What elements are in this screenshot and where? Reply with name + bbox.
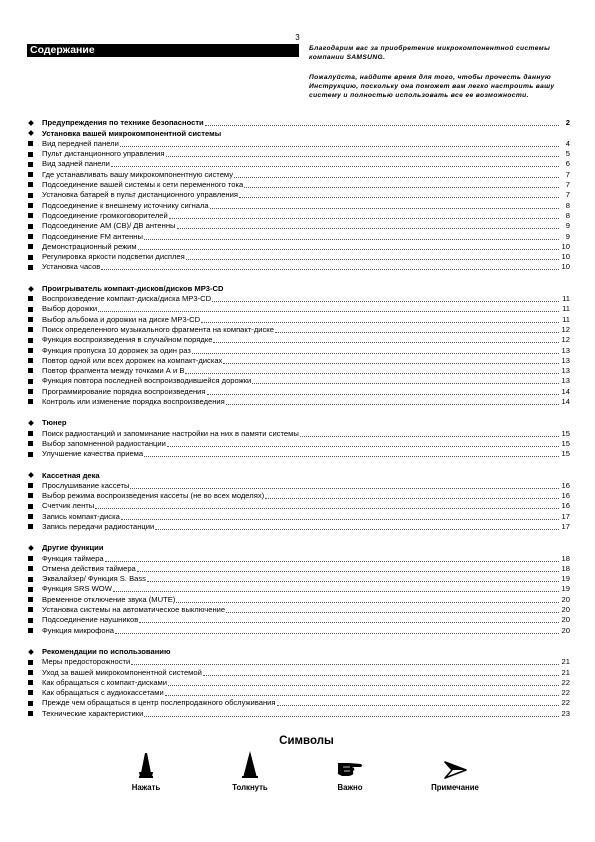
toc-section-heading xyxy=(27,128,570,138)
square-bullet-icon xyxy=(27,441,42,446)
toc-page-number: 2 xyxy=(565,118,570,128)
toc-entry-label: Эквалайзер/ Функция S. Bass xyxy=(42,574,146,584)
toc-entry xyxy=(27,200,570,210)
square-bullet-icon xyxy=(27,514,42,519)
dot-leader xyxy=(120,146,559,147)
toc-entry xyxy=(27,708,570,718)
symbol-push xyxy=(210,753,290,792)
toc-entry-label: Функция пропуска 10 дорожек за один раз xyxy=(42,345,191,355)
dot-leader xyxy=(210,208,559,209)
dot-leader xyxy=(169,218,559,219)
intro-paragraph-2: Пожалуйста, найдите время для того, чтобы прочесть данную Инструкцию, поскольку она поможет вам легко настроить вашу систему и полностью использовать все ее возможности. xyxy=(309,74,555,99)
toc-entry xyxy=(27,678,570,688)
page-title: Содержание xyxy=(30,44,95,56)
dot-leader xyxy=(192,353,559,354)
square-bullet-icon xyxy=(27,607,42,612)
toc-entry-label: Демонстрационный режим xyxy=(42,241,137,251)
toc-entry-label: Функция воспроизведения в случайном порядке xyxy=(42,335,213,345)
toc-entry xyxy=(27,564,570,574)
square-bullet-icon xyxy=(27,265,42,270)
dot-leader xyxy=(300,436,559,437)
symbol-label: Важно xyxy=(337,783,363,792)
diamond-bullet-icon xyxy=(27,473,42,477)
dot-leader xyxy=(177,228,560,229)
note-arrow-icon xyxy=(415,753,495,779)
dot-leader xyxy=(168,685,559,686)
toc-section-heading xyxy=(27,647,570,657)
dot-leader xyxy=(98,311,559,312)
dot-leader xyxy=(203,675,559,676)
toc-entry xyxy=(27,553,570,563)
toc-entry xyxy=(27,657,570,667)
toc-entry-label: Выбор запомненной радиостанции xyxy=(42,438,166,448)
toc-entry xyxy=(27,159,570,169)
toc-entry-label: Подсоединение к внешнему источнику сигнала xyxy=(42,200,209,210)
toc-page-number: 13 xyxy=(561,376,570,386)
toc-entry-label: Отмена действия таймера xyxy=(42,563,136,573)
symbols-legend xyxy=(0,735,595,792)
toc-entry xyxy=(27,439,570,449)
square-bullet-icon xyxy=(27,577,42,582)
toc-entry-label: Запись компакт-диска xyxy=(42,511,120,521)
square-bullet-icon xyxy=(27,680,42,685)
diamond-bullet-icon xyxy=(27,121,42,125)
toc-entry xyxy=(27,304,570,314)
symbol-note xyxy=(415,753,495,792)
toc-entry xyxy=(27,242,570,252)
toc-page-number: 18 xyxy=(561,563,570,573)
square-bullet-icon xyxy=(27,701,42,706)
toc-page-number: 22 xyxy=(561,698,570,708)
dot-leader xyxy=(130,488,559,489)
toc-entry-label: Контроль или изменение порядка воспроизведения xyxy=(42,397,225,407)
symbol-label: Нажать xyxy=(131,783,161,792)
toc-entry-label: Тюнер xyxy=(42,418,67,428)
dot-leader xyxy=(138,249,559,250)
title-bar xyxy=(27,44,299,57)
square-bullet-icon xyxy=(27,556,42,561)
square-bullet-icon xyxy=(27,597,42,602)
toc-entry xyxy=(27,139,570,149)
diamond-bullet-icon xyxy=(27,546,42,550)
toc-entry xyxy=(27,180,570,190)
toc-entry-label: Подсоединение наушников xyxy=(42,615,139,625)
square-bullet-icon xyxy=(27,193,42,198)
toc-entry-label: Где устанавливать вашу микрокомпонентную систему xyxy=(42,169,234,179)
toc-page-number: 12 xyxy=(561,335,570,345)
toc-page-number: 20 xyxy=(561,625,570,635)
toc-section xyxy=(27,543,570,636)
toc-entry xyxy=(27,221,570,231)
square-bullet-icon xyxy=(27,618,42,623)
dot-leader xyxy=(213,342,559,343)
toc-page-number: 11 xyxy=(562,304,570,314)
toc-entry xyxy=(27,366,570,376)
toc-entry-label: Меры предосторожности xyxy=(42,657,131,667)
toc-page-number: 13 xyxy=(561,366,570,376)
square-bullet-icon xyxy=(27,244,42,249)
toc-entry-label: Прежде чем обращаться в центр послепродажного обслуживания xyxy=(42,698,276,708)
square-bullet-icon xyxy=(27,628,42,633)
square-bullet-icon xyxy=(27,504,42,509)
square-bullet-icon xyxy=(27,690,42,695)
square-bullet-icon xyxy=(27,452,42,457)
toc-section xyxy=(27,647,570,719)
toc-page-number: 17 xyxy=(561,511,570,521)
toc-entry xyxy=(27,386,570,396)
dot-leader xyxy=(113,591,559,592)
toc-page-number: 19 xyxy=(561,574,570,584)
toc-entry xyxy=(27,511,570,521)
square-bullet-icon xyxy=(27,317,42,322)
toc-entry-label: Подсоединение АМ (СВ)/ ДВ антенны xyxy=(42,221,176,231)
square-bullet-icon xyxy=(27,566,42,571)
dot-leader xyxy=(95,508,559,509)
symbol-important xyxy=(310,753,390,792)
toc-entry xyxy=(27,584,570,594)
square-bullet-icon xyxy=(27,141,42,146)
toc-entry-label: Рекомендации по использованию xyxy=(42,646,171,656)
dot-leader xyxy=(185,373,559,374)
toc-page-number: 11 xyxy=(562,314,570,324)
toc-entry xyxy=(27,397,570,407)
symbol-press xyxy=(106,753,186,792)
toc-page-number: 8 xyxy=(565,210,570,220)
toc-page-number: 20 xyxy=(561,615,570,625)
toc-page-number: 16 xyxy=(561,501,570,511)
dot-leader xyxy=(212,301,559,302)
table-of-contents xyxy=(27,118,570,730)
dot-leader xyxy=(131,664,559,665)
toc-page-number: 13 xyxy=(561,345,570,355)
square-bullet-icon xyxy=(27,213,42,218)
push-icon xyxy=(210,753,290,779)
dot-leader xyxy=(101,269,559,270)
dot-leader xyxy=(115,633,559,634)
toc-entry xyxy=(27,314,570,324)
toc-page-number: 5 xyxy=(565,149,570,159)
toc-page-number: 6 xyxy=(565,159,570,169)
toc-entry xyxy=(27,252,570,262)
toc-entry xyxy=(27,335,570,345)
toc-page-number: 4 xyxy=(565,138,570,148)
square-bullet-icon xyxy=(27,203,42,208)
toc-entry xyxy=(27,169,570,179)
square-bullet-icon xyxy=(27,524,42,529)
dot-leader xyxy=(176,602,559,603)
dot-leader xyxy=(165,695,559,696)
square-bullet-icon xyxy=(27,307,42,312)
toc-entry xyxy=(27,190,570,200)
square-bullet-icon xyxy=(27,711,42,716)
square-bullet-icon xyxy=(27,587,42,592)
toc-entry xyxy=(27,605,570,615)
toc-page-number: 9 xyxy=(565,231,570,241)
toc-entry-label: Как обращаться с компакт-дисками xyxy=(42,677,168,687)
dot-leader xyxy=(234,177,559,178)
square-bullet-icon xyxy=(27,296,42,301)
toc-entry-label: Функция таймера xyxy=(42,553,104,563)
toc-entry-label: Вид задней панели xyxy=(42,159,110,169)
toc-page-number: 7 xyxy=(565,190,570,200)
toc-page-number: 20 xyxy=(561,605,570,615)
toc-entry-label: Подсоединение вашей системы к сети переменного тока xyxy=(42,180,244,190)
square-bullet-icon xyxy=(27,368,42,373)
toc-entry xyxy=(27,522,570,532)
toc-page-number: 22 xyxy=(561,688,570,698)
dot-leader xyxy=(205,125,559,126)
toc-entry-label: Выбор режима воспроизведения кассеты (не во всех моделях) xyxy=(42,491,265,501)
toc-section xyxy=(27,418,570,459)
square-bullet-icon xyxy=(27,234,42,239)
dot-leader xyxy=(226,404,559,405)
toc-entry-label: Установка батарей в пульт дистанционного управления xyxy=(42,190,238,200)
toc-entry xyxy=(27,501,570,511)
toc-entry-label: Счетчик ленты xyxy=(42,501,95,511)
toc-section-heading xyxy=(27,418,570,428)
dot-leader xyxy=(121,519,559,520)
square-bullet-icon xyxy=(27,660,42,665)
toc-page-number: 21 xyxy=(561,667,570,677)
dot-leader xyxy=(137,571,559,572)
toc-section xyxy=(27,118,570,272)
square-bullet-icon xyxy=(27,493,42,498)
toc-entry-label: Поиск радиостанций и запоминание настройки на них в памяти системы xyxy=(42,428,299,438)
toc-entry xyxy=(27,325,570,335)
toc-page-number: 15 xyxy=(561,438,570,448)
toc-entry-label: Установка системы на автоматическое выключение xyxy=(42,605,226,615)
square-bullet-icon xyxy=(27,338,42,343)
toc-entry-label: Регулировка яркости подсветки дисплея xyxy=(42,252,185,262)
square-bullet-icon xyxy=(27,431,42,436)
dot-leader xyxy=(186,259,559,260)
dot-leader xyxy=(277,705,560,706)
dot-leader xyxy=(144,239,559,240)
square-bullet-icon xyxy=(27,172,42,177)
toc-page-number: 14 xyxy=(561,397,570,407)
toc-page-number: 14 xyxy=(561,386,570,396)
toc-entry-label: Улучшение качества приема xyxy=(42,449,144,459)
toc-page-number: 7 xyxy=(565,169,570,179)
toc-entry-label: Программирование порядка воспроизведения xyxy=(42,386,206,396)
square-bullet-icon xyxy=(27,182,42,187)
toc-entry-label: Выбор дорожки xyxy=(42,304,98,314)
toc-section-heading xyxy=(27,543,570,553)
square-bullet-icon xyxy=(27,379,42,384)
toc-page-number: 22 xyxy=(561,677,570,687)
dot-leader xyxy=(252,383,559,384)
dot-leader xyxy=(223,363,559,364)
toc-entry xyxy=(27,698,570,708)
toc-entry-label: Повтор фрагмента между точками А и В xyxy=(42,366,185,376)
toc-entry-label: Запись передачи радиостанции xyxy=(42,521,155,531)
toc-entry xyxy=(27,428,570,438)
toc-entry xyxy=(27,667,570,677)
toc-page-number: 15 xyxy=(561,449,570,459)
dot-leader xyxy=(244,187,559,188)
toc-entry xyxy=(27,262,570,272)
diamond-bullet-icon xyxy=(27,421,42,425)
square-bullet-icon xyxy=(27,399,42,404)
dot-leader xyxy=(111,166,559,167)
toc-page-number: 20 xyxy=(561,594,570,604)
toc-page-number: 12 xyxy=(561,324,570,334)
toc-section xyxy=(27,470,570,532)
toc-page-number: 13 xyxy=(561,355,570,365)
toc-entry xyxy=(27,594,570,604)
dot-leader xyxy=(226,612,559,613)
toc-page-number: 23 xyxy=(561,708,570,718)
square-bullet-icon xyxy=(27,327,42,332)
toc-page-number: 18 xyxy=(561,553,570,563)
toc-entry-label: Функция SRS WOW xyxy=(42,584,112,594)
dot-leader xyxy=(144,716,559,717)
toc-section-heading xyxy=(27,470,570,480)
toc-entry-label: Пульт дистанционного управления xyxy=(42,149,165,159)
toc-section-heading xyxy=(27,283,570,293)
toc-page-number: 8 xyxy=(565,200,570,210)
square-bullet-icon xyxy=(27,162,42,167)
toc-entry xyxy=(27,481,570,491)
dot-leader xyxy=(207,394,560,395)
dot-leader xyxy=(239,197,559,198)
toc-entry xyxy=(27,574,570,584)
toc-entry-label: Подсоединение FM антенны xyxy=(42,231,143,241)
toc-page-number: 11 xyxy=(562,294,570,304)
diamond-bullet-icon xyxy=(27,131,42,135)
toc-entry xyxy=(27,211,570,221)
dot-leader xyxy=(167,446,559,447)
square-bullet-icon xyxy=(27,224,42,229)
square-bullet-icon xyxy=(27,389,42,394)
square-bullet-icon xyxy=(27,483,42,488)
toc-entry xyxy=(27,688,570,698)
toc-entry-label: Прослушивание кассеты xyxy=(42,480,130,490)
toc-page-number: 9 xyxy=(565,221,570,231)
toc-entry-label: Выбор альбома и дорожки на диске MP3-CD xyxy=(42,314,201,324)
toc-page-number: 10 xyxy=(561,262,570,272)
dot-leader xyxy=(155,529,559,530)
toc-entry-label: Кассетная дека xyxy=(42,470,100,480)
toc-page-number: 17 xyxy=(561,521,570,531)
toc-entry xyxy=(27,149,570,159)
toc-entry-label: Функция повтора последней воспроизводившейся дорожки xyxy=(42,376,252,386)
toc-entry xyxy=(27,615,570,625)
toc-entry-label: Уход за вашей микрокомпонентной системой xyxy=(42,667,202,677)
toc-entry-label: Проигрыватель компакт-дисков/дисков MP3-CD xyxy=(42,283,224,293)
toc-page-number: 10 xyxy=(561,241,570,251)
toc-entry-label: Функция микрофона xyxy=(42,625,115,635)
square-bullet-icon xyxy=(27,152,42,157)
toc-page-number: 7 xyxy=(565,180,570,190)
toc-entry-label: Как обращаться с аудиокассетами xyxy=(42,688,164,698)
dot-leader xyxy=(166,156,559,157)
square-bullet-icon xyxy=(27,255,42,260)
symbols-title: Символы xyxy=(279,735,334,747)
pointing-hand-icon xyxy=(310,753,390,779)
toc-entry xyxy=(27,294,570,304)
symbol-label: Примечание xyxy=(431,783,479,792)
dot-leader xyxy=(105,561,559,562)
toc-section xyxy=(27,283,570,407)
toc-page-number: 16 xyxy=(561,480,570,490)
dot-leader xyxy=(275,332,559,333)
toc-page-number: 15 xyxy=(561,428,570,438)
press-icon xyxy=(106,753,186,779)
toc-entry-label: Повтор одной или всех дорожек на компакт-дисках xyxy=(42,355,223,365)
square-bullet-icon xyxy=(27,670,42,675)
dot-leader xyxy=(147,581,559,582)
toc-entry-label: Вид передней панели xyxy=(42,138,119,148)
toc-page-number: 21 xyxy=(561,657,570,667)
toc-entry-label: Установка вашей микрокомпонентной системы xyxy=(42,128,222,138)
symbol-label: Толкнуть xyxy=(232,783,268,792)
toc-page-number: 16 xyxy=(561,491,570,501)
toc-page-number: 19 xyxy=(561,584,570,594)
toc-entry xyxy=(27,231,570,241)
toc-entry-label: Установка часов xyxy=(42,262,101,272)
toc-entry xyxy=(27,376,570,386)
toc-entry xyxy=(27,356,570,366)
dot-leader xyxy=(144,456,559,457)
dot-leader xyxy=(139,622,559,623)
intro-paragraph-1: Благодарим вас за приобретение микрокомпонентной системы компании SAMSUNG. xyxy=(309,45,551,61)
toc-entry-label: Предупреждения по технике безопасности xyxy=(42,118,204,128)
toc-entry xyxy=(27,345,570,355)
toc-entry-label: Другие функции xyxy=(42,543,104,553)
square-bullet-icon xyxy=(27,358,42,363)
toc-page-number: 10 xyxy=(561,252,570,262)
page-number: 3 xyxy=(295,33,300,42)
diamond-bullet-icon xyxy=(27,650,42,654)
toc-entry xyxy=(27,449,570,459)
dot-leader xyxy=(201,322,559,323)
toc-entry xyxy=(27,625,570,635)
toc-entry-label: Воспроизведение компакт-диска/диска MP3-CD xyxy=(42,294,212,304)
toc-entry-label: Технические характеристики xyxy=(42,708,144,718)
toc-entry xyxy=(27,491,570,501)
toc-entry-label: Подсоединение громкоговорителей xyxy=(42,210,168,220)
square-bullet-icon xyxy=(27,348,42,353)
toc-section-heading xyxy=(27,118,570,128)
toc-entry-label: Поиск определенного музыкального фрагмента на компакт-диске xyxy=(42,324,274,334)
dot-leader xyxy=(265,498,559,499)
toc-entry-label: Временное отключение звука (MUTE) xyxy=(42,594,176,604)
diamond-bullet-icon xyxy=(27,287,42,291)
